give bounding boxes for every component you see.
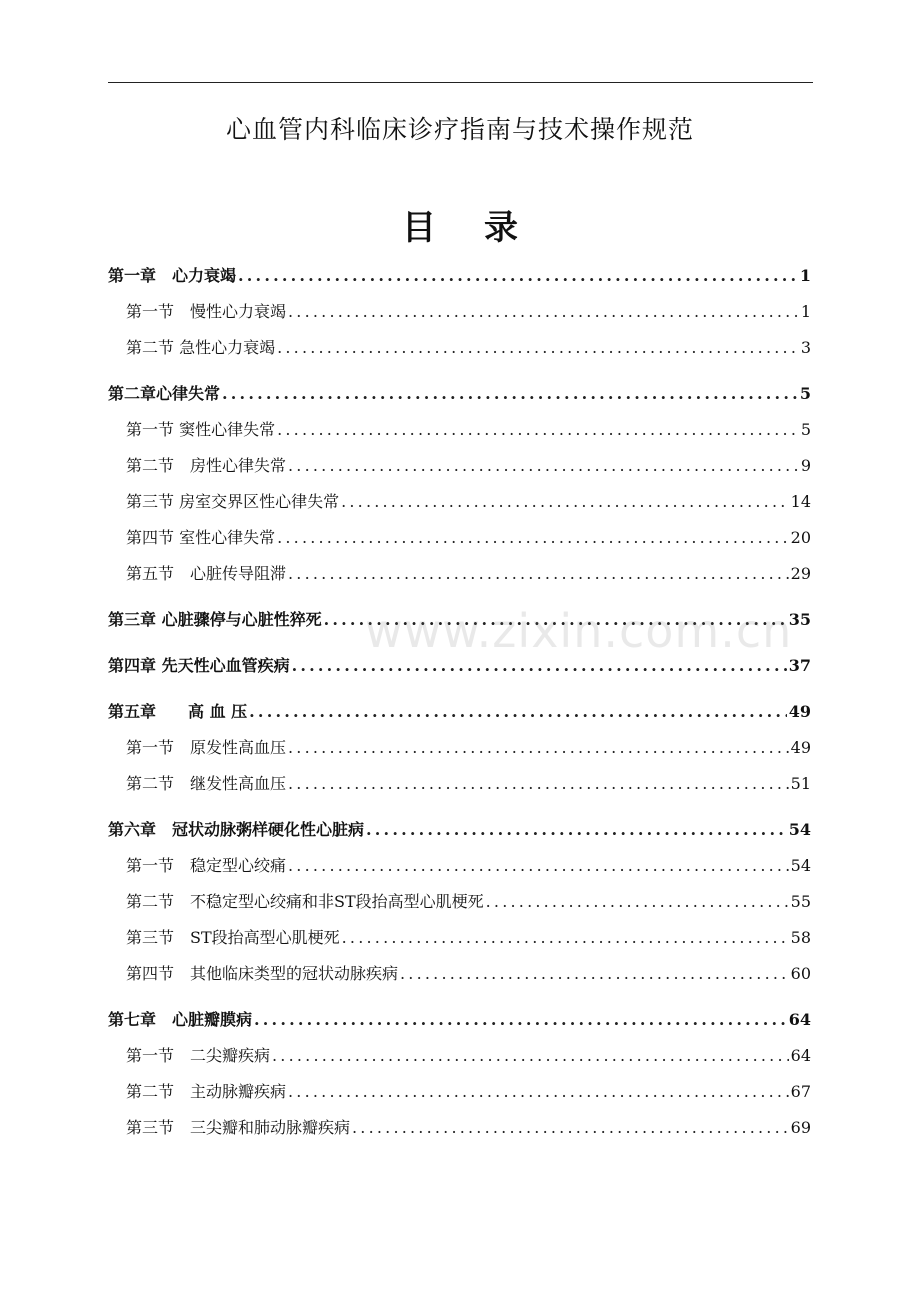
watermark: www.zixin.com.cn: [365, 604, 793, 658]
toc-entry-chapter[interactable]: [108, 694, 811, 730]
toc-entry-section[interactable]: [108, 1038, 811, 1074]
toc-entry-page: 49: [788, 702, 811, 721]
toc-entry-page: 20: [790, 528, 811, 547]
toc-entry-page: 64: [788, 1010, 811, 1029]
dot-leader: [247, 694, 787, 730]
toc-entry-page: 14: [790, 492, 811, 511]
toc-entry-section[interactable]: [108, 730, 811, 766]
toc-entry-label: 第一节 二尖瓣疾病: [126, 1046, 271, 1065]
dot-leader: [286, 730, 789, 766]
toc-entry-page: 3: [800, 338, 811, 357]
toc-entry-label: 第一节 窦性心律失常: [126, 420, 276, 439]
toc-entry-page: 67: [790, 1082, 811, 1101]
toc-entry-chapter[interactable]: [108, 376, 811, 412]
toc-entry-page: 1: [800, 302, 811, 321]
toc-entry-chapter[interactable]: [108, 602, 811, 638]
toc-entry-label: 第一节 稳定型心绞痛: [126, 856, 287, 875]
toc-entry-page: 60: [790, 964, 811, 983]
dot-leader: [220, 376, 798, 412]
toc-entry-chapter[interactable]: [108, 648, 811, 684]
toc-entry-label: 第二节 不稳定型心绞痛和非ST段抬高型心肌梗死: [126, 892, 484, 911]
toc-entry-section[interactable]: [108, 412, 811, 448]
toc-entry-section[interactable]: [108, 766, 811, 802]
toc-entry-section[interactable]: [108, 1074, 811, 1110]
toc-entry-label: 第四章 先天性心血管疾病: [108, 656, 290, 675]
toc-entry-label: 第一节 慢性心力衰竭: [126, 302, 287, 321]
dot-leader: [286, 848, 789, 884]
toc-entry-page: 1: [799, 266, 811, 285]
dot-leader: [398, 956, 789, 992]
toc-entry-section[interactable]: [108, 1110, 811, 1146]
dot-leader: [339, 484, 789, 520]
toc-entry-label: 第二章心律失常: [108, 384, 221, 403]
dot-leader: [275, 330, 799, 366]
dot-leader: [322, 602, 787, 638]
toc-entry-section[interactable]: [108, 520, 811, 556]
toc-entry-label: 第五节 心脏传导阻滞: [126, 564, 287, 583]
dot-leader: [286, 448, 799, 484]
toc-entry-section[interactable]: [108, 956, 811, 992]
toc-entry-section[interactable]: [108, 556, 811, 592]
toc-entry-page: 37: [788, 656, 811, 675]
toc-entry-page: 51: [790, 774, 811, 793]
toc-entry-page: 49: [790, 738, 811, 757]
document-title: 心血管内科临床诊疗指南与技术操作规范: [225, 115, 694, 144]
dot-leader: [286, 556, 789, 592]
toc-heading: [0, 200, 920, 249]
toc-entry-chapter[interactable]: [108, 812, 811, 848]
toc-entry-page: 35: [788, 610, 811, 629]
toc-entry-label: 第三节 房室交界区性心律失常: [126, 492, 340, 511]
toc-entry-label: 第二节 急性心力衰竭: [126, 338, 276, 357]
toc-entry-label: 第二节 继发性高血压: [126, 774, 287, 793]
dot-leader: [275, 520, 789, 556]
toc-entry-label: 第二节 房性心律失常: [126, 456, 287, 475]
dot-leader: [364, 812, 787, 848]
toc-entry-label: 第一节 原发性高血压: [126, 738, 287, 757]
toc-entry-section[interactable]: [108, 330, 811, 366]
toc-entry-label: 第七章 心脏瓣膜病: [108, 1010, 253, 1029]
toc-entry-label: 第六章 冠状动脉粥样硬化性心脏病: [108, 820, 365, 839]
toc-entry-page: 5: [800, 420, 811, 439]
toc-entry-page: 54: [790, 856, 811, 875]
toc-entry-label: 第一章 心力衰竭: [108, 266, 237, 285]
dot-leader: [350, 1110, 789, 1146]
dot-leader: [286, 1074, 789, 1110]
toc-entry-section[interactable]: [108, 448, 811, 484]
toc-entry-label: 第三章 心脏骤停与心脏性猝死: [108, 610, 322, 629]
toc-entry-chapter[interactable]: [108, 258, 811, 294]
toc-entry-label: 第二节 主动脉瓣疾病: [126, 1082, 287, 1101]
toc-entry-label: 第四节 其他临床类型的冠状动脉疾病: [126, 964, 399, 983]
header-rule: [108, 82, 813, 83]
table-of-contents: [108, 258, 811, 1146]
toc-entry-label: 第四节 室性心律失常: [126, 528, 276, 547]
toc-entry-section[interactable]: [108, 484, 811, 520]
toc-entry-page: 55: [790, 892, 811, 911]
dot-leader: [270, 1038, 789, 1074]
toc-entry-page: 69: [790, 1118, 811, 1137]
toc-heading-char-2: 录: [484, 208, 518, 248]
toc-heading-char-1: 目: [402, 208, 436, 248]
toc-entry-page: 29: [790, 564, 811, 583]
toc-entry-section[interactable]: [108, 920, 811, 956]
toc-entry-page: 5: [799, 384, 811, 403]
toc-entry-page: 54: [788, 820, 811, 839]
toc-entry-section[interactable]: [108, 848, 811, 884]
dot-leader: [252, 1002, 787, 1038]
dot-leader: [286, 294, 799, 330]
dot-leader: [340, 920, 789, 956]
toc-entry-section[interactable]: [108, 884, 811, 920]
toc-entry-label: 第五章 高 血 压: [108, 702, 248, 721]
dot-leader: [290, 648, 787, 684]
toc-entry-label: 第三节 ST段抬高型心肌梗死: [126, 928, 340, 947]
dot-leader: [275, 412, 799, 448]
dot-leader: [286, 766, 789, 802]
toc-entry-page: 58: [790, 928, 811, 947]
dot-leader: [236, 258, 798, 294]
toc-entry-section[interactable]: [108, 294, 811, 330]
toc-entry-chapter[interactable]: [108, 1002, 811, 1038]
toc-entry-page: 64: [790, 1046, 811, 1065]
dot-leader: [484, 884, 789, 920]
toc-entry-page: 9: [800, 456, 811, 475]
toc-entry-label: 第三节 三尖瓣和肺动脉瓣疾病: [126, 1118, 351, 1137]
